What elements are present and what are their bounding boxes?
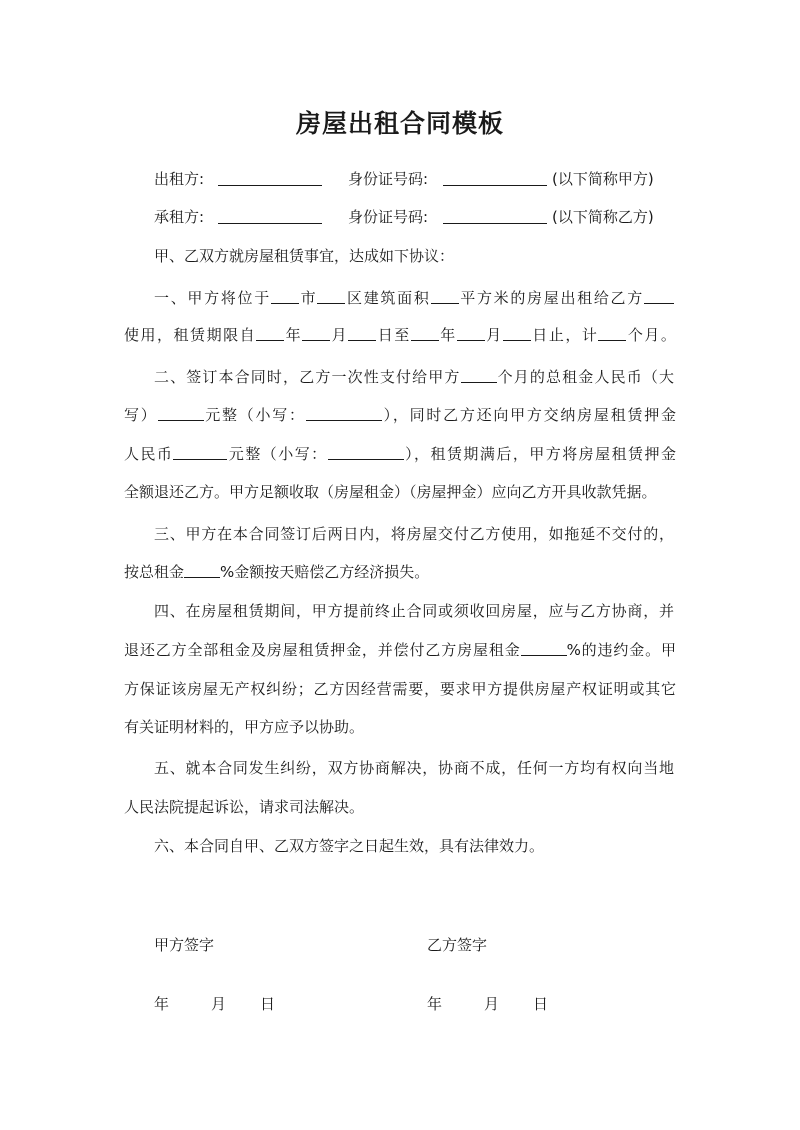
clause5-line1: 五、就本合同发生纠纷，双方协商解决，协商不成，任何一方均有权向当地: [154, 759, 674, 777]
clause1-text: 年: [438, 326, 457, 344]
clause3-text: 按总租金: [124, 563, 185, 581]
clause2-text: ），租赁期满后，甲方将房屋租赁押金: [403, 445, 676, 463]
clause1-text: 月: [330, 326, 349, 344]
party-b-signature-label: 乙方签字: [427, 936, 488, 954]
clause2-text: 二、签订本合同时，乙方一次性支付给甲方: [154, 368, 461, 386]
clause2-text: 人民币: [124, 445, 174, 463]
area-blank[interactable]: [431, 288, 459, 304]
party-a-day: 日: [260, 995, 276, 1013]
use-blank[interactable]: [644, 288, 674, 304]
intro-text: 甲、乙双方就房屋租赁事宜，达成如下协议：: [154, 247, 455, 265]
rent-uppercase-blank[interactable]: [158, 405, 204, 421]
clause1-text: 日止，计: [530, 326, 599, 344]
breach-percent-blank[interactable]: [521, 640, 567, 656]
end-year-blank[interactable]: [411, 325, 439, 341]
clause4-line3: 方保证该房屋无产权纠纷；乙方因经营需要，要求甲方提供房屋产权证明或其它: [124, 680, 676, 698]
clause2-line4: 全额退还乙方。甲方足额收取（房屋租金）（房屋押金）应向乙方开具收款凭据。: [124, 483, 657, 501]
lessee-name-blank[interactable]: [218, 208, 322, 224]
lessee-suffix: (以下简称乙方): [552, 208, 654, 226]
clause1-text: 月: [484, 326, 503, 344]
start-year-blank[interactable]: [256, 325, 284, 341]
clause4-line4: 有关证明材料的，甲方应予以协助。: [124, 718, 365, 736]
clause4-text: %的违约金。甲: [566, 641, 676, 659]
penalty-percent-blank[interactable]: [184, 562, 220, 578]
clause1-line1: [154, 288, 674, 308]
lessee-id-blank[interactable]: [443, 208, 547, 224]
months-blank[interactable]: [598, 325, 626, 341]
party-a-signature-label: 甲方签字: [154, 936, 215, 954]
lessee-label: 承租方:: [154, 208, 205, 226]
city-blank[interactable]: [271, 288, 299, 304]
clause2-line1: [154, 367, 674, 387]
party-b-year: 年: [427, 995, 443, 1013]
clause1-text: 一、甲方将位于: [154, 289, 271, 307]
clause4-text: 退还乙方全部租金及房屋租赁押金，并偿付乙方房屋租金: [124, 641, 521, 659]
district-blank[interactable]: [317, 288, 345, 304]
end-day-blank[interactable]: [503, 325, 531, 341]
clause3-text: %金额按天赔偿乙方经济损失。: [220, 563, 430, 581]
start-month-blank[interactable]: [302, 325, 330, 341]
clause1-text: 年: [284, 326, 303, 344]
clause2-text: ），同时乙方还向甲方交纳房屋租赁押金: [381, 406, 676, 424]
clause5-line2: 人民法院提起诉讼，请求司法解决。: [124, 798, 365, 816]
lessor-id-blank[interactable]: [443, 170, 547, 186]
clause2-line2: [124, 405, 676, 425]
clause2-text: 写）: [124, 406, 158, 424]
clause1-line2: [124, 325, 676, 345]
end-month-blank[interactable]: [457, 325, 485, 341]
clause1-text: 区建筑面积: [345, 289, 431, 307]
prepaid-months-blank[interactable]: [461, 367, 497, 383]
clause4-line2: [124, 640, 676, 660]
clause3-line2: [124, 562, 429, 582]
clause2-text: 元整（小写：: [227, 445, 328, 463]
clause1-text: 日至: [376, 326, 411, 344]
clause1-text: 市: [298, 289, 318, 307]
lessor-label: 出租方:: [154, 170, 205, 188]
clause6-line1: 六、本合同自甲、乙双方签字之日起生效，具有法律效力。: [154, 837, 545, 855]
party-b-day: 日: [533, 995, 549, 1013]
party-a-year: 年: [154, 995, 170, 1013]
clause4-line1: 四、在房屋租赁期间，甲方提前终止合同或须收回房屋，应与乙方协商，并: [154, 602, 674, 620]
clause1-text: 使用，租赁期限自: [124, 326, 257, 344]
clause3-line1: 三、甲方在本合同签订后两日内，将房屋交付乙方使用，如拖延不交付的，: [154, 525, 674, 543]
party-b-month: 月: [484, 995, 500, 1013]
lessor-id-label: 身份证号码:: [348, 170, 429, 188]
deposit-lowercase-blank[interactable]: [328, 444, 404, 460]
clause2-line3: [124, 444, 676, 464]
clause2-text: 个月的总租金人民币（大: [496, 368, 674, 386]
deposit-uppercase-blank[interactable]: [173, 444, 227, 460]
lessor-name-blank[interactable]: [218, 170, 322, 186]
clause2-text: 元整（小写：: [203, 406, 306, 424]
lessor-suffix: (以下简称甲方): [552, 170, 654, 188]
clause1-text: 平方米的房屋出租给乙方: [458, 289, 644, 307]
rent-lowercase-blank[interactable]: [306, 405, 382, 421]
start-day-blank[interactable]: [348, 325, 376, 341]
lessee-id-label: 身份证号码:: [348, 208, 429, 226]
party-a-month: 月: [211, 995, 227, 1013]
page-title: 房屋出租合同模板: [295, 109, 504, 138]
clause1-text: 个月。: [626, 326, 676, 344]
